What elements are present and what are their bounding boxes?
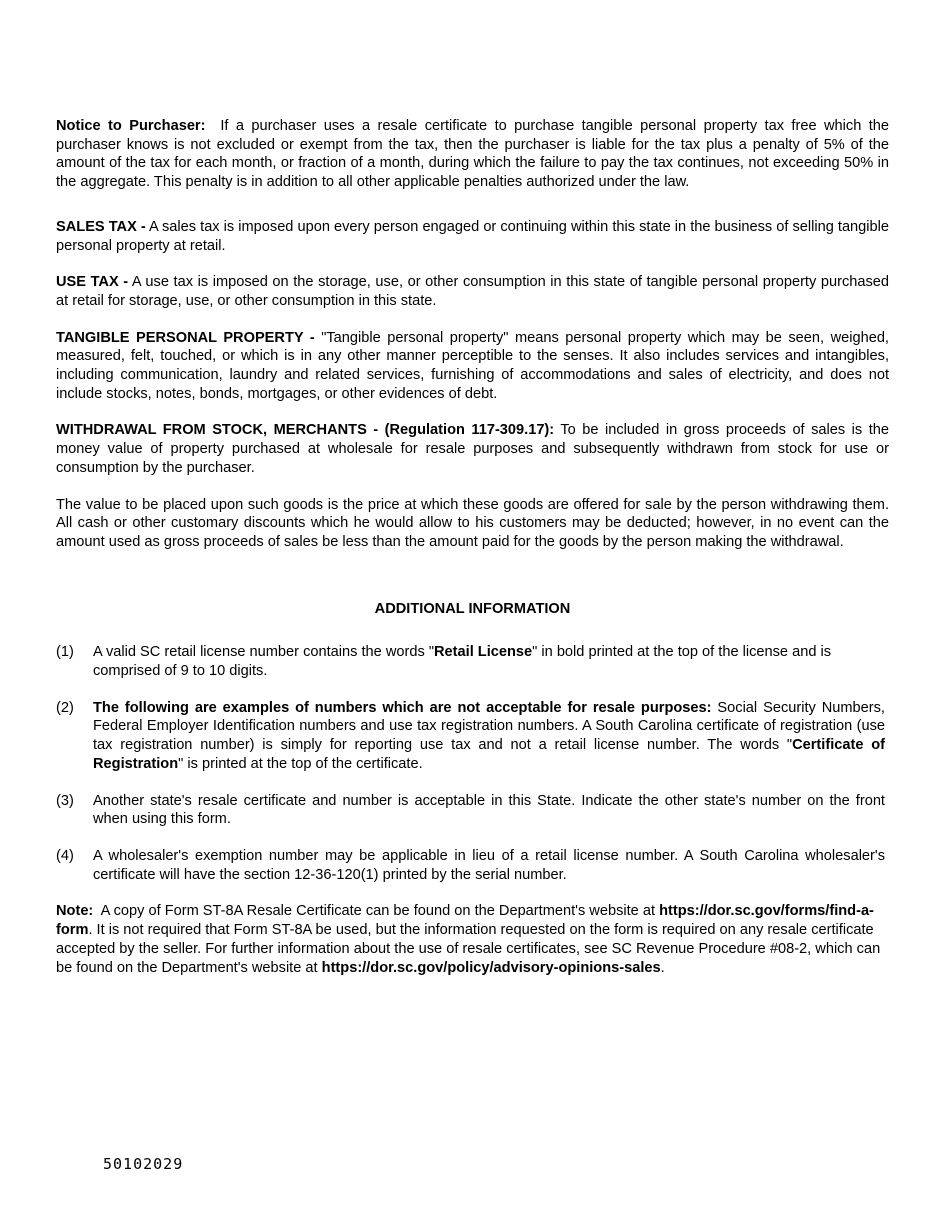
list-item-3 [56,792,889,829]
item2-bold2: Certificate of Registration [93,737,886,772]
list-item-text [93,699,885,774]
notice-label: Notice to Purchaser: [56,118,206,134]
tangible-property-paragraph [56,329,889,404]
item2-text: Social Security Numbers, Federal Employer Identification numbers and use tax registration numbers. A South Carolina certificate of registration (use tax registration number) is simply for reporting use tax and not a retail license number. The words " [93,699,885,754]
item1-pre: A valid SC retail license number contains the words " [93,644,435,661]
advisory-opinions-link[interactable]: https://dor.sc.gov/policy/advisory-opinions-sales [321,959,661,976]
list-number: (3) [56,792,74,809]
notice-text: If a purchaser uses a resale certificate to purchase tangible personal property tax free which the purchaser knows is not excluded or exempt from the tax, then the purchaser is liable for the tax plus a penalty of 5% of the amount of the tax for each month, or fraction of a month, during which the failure to pay the tax continues, not exceeding 50% in the aggregate. This penalty is in addition to all other applicable penalties authorized under the law. [56,118,890,191]
sales-tax-text: A sales tax is imposed upon every person engaged or continuing within this state in the business of selling tangible personal property at retail. [56,218,890,254]
note-label: Note: [56,903,94,920]
item2-post: " is printed at the top of the certificate. [178,755,423,772]
item2-bold: The following are examples of numbers which are not acceptable for resale purposes: [93,699,712,716]
list-item-text: Another state's resale certificate and number is acceptable in this State. Indicate the other state's number on the front when using this form. [93,792,885,828]
additional-info-heading: ADDITIONAL INFORMATION [374,600,571,617]
use-tax-paragraph [56,273,889,310]
tangible-property-text: "Tangible personal property" means personal property which may be seen, weighed, measured, felt, touched, or which is in any other manner perceptible to the senses. It also includes services and intangibles, including communication, laundry and related services, furnishing of accommodations and sales of electricity, and does not include stocks, notes, bonds, mortgages, or other evidences of debt. [56,329,889,402]
note-text-3: . [660,959,665,976]
list-number: (1) [56,644,74,661]
use-tax-text: A use tax is imposed on the storage, use, or other consumption in this state of tangible personal property purchased at retail for storage, use, or other consumption in this state. [56,274,890,309]
list-item-text [93,643,885,680]
list-item-text: A wholesaler's exemption number may be applicable in lieu of a retail license number. A South Carolina wholesaler's certificate will have the section 12-36-120(1) printed by the serial number. [93,847,885,883]
list-number: (2) [56,699,74,716]
value-paragraph: The value to be placed upon such goods is the price at which these goods are offered for sale by the person withdrawing them. All cash or other customary discounts which he would allow to his customers may be deducted; however, in no event can the amount used as gross proceeds of sales be less than the amount paid for the goods by the person making the withdrawal. [56,496,889,550]
item1-bold: Retail License [434,644,533,661]
document-page [56,117,889,977]
item1-post: " in bold printed at the top of the license and is comprised of 9 to 10 digits. [93,644,832,680]
use-tax-label: USE TAX - [56,274,129,291]
list-item-2 [56,699,889,774]
sales-tax-paragraph [56,218,889,255]
forms-link[interactable]: https://dor.sc.gov/forms/find-a-form [56,903,874,939]
form-number: 50102029 [103,1155,184,1173]
tangible-property-label: TANGIBLE PERSONAL PROPERTY - [56,329,315,346]
note-text-1: A copy of Form ST-8A Resale Certificate can be found on the Department's website at [100,903,655,920]
note-paragraph [56,902,889,977]
notice-paragraph [56,117,889,192]
list-number: (4) [56,847,74,864]
withdrawal-paragraph [56,421,889,477]
list-item-4 [56,847,889,884]
withdrawal-text: To be included in gross proceeds of sales is the money value of property purchased at wholesale for resale purposes and subsequently withdrawn from stock for use or consumption by the purchaser. [56,422,889,476]
withdrawal-label: WITHDRAWAL FROM STOCK, MERCHANTS - (Regulation 117-309.17): [56,422,555,439]
list-item-1 [56,643,889,680]
note-text-2: . It is not required that Form ST-8A be used, but the information requested on the form is required on any resale certificate accepted by the seller. For further information about the use of resale certificates, see SC Revenue Procedure #08-2, which can be found on the Department's website at [56,922,881,976]
sales-tax-label: SALES TAX - [56,218,146,235]
